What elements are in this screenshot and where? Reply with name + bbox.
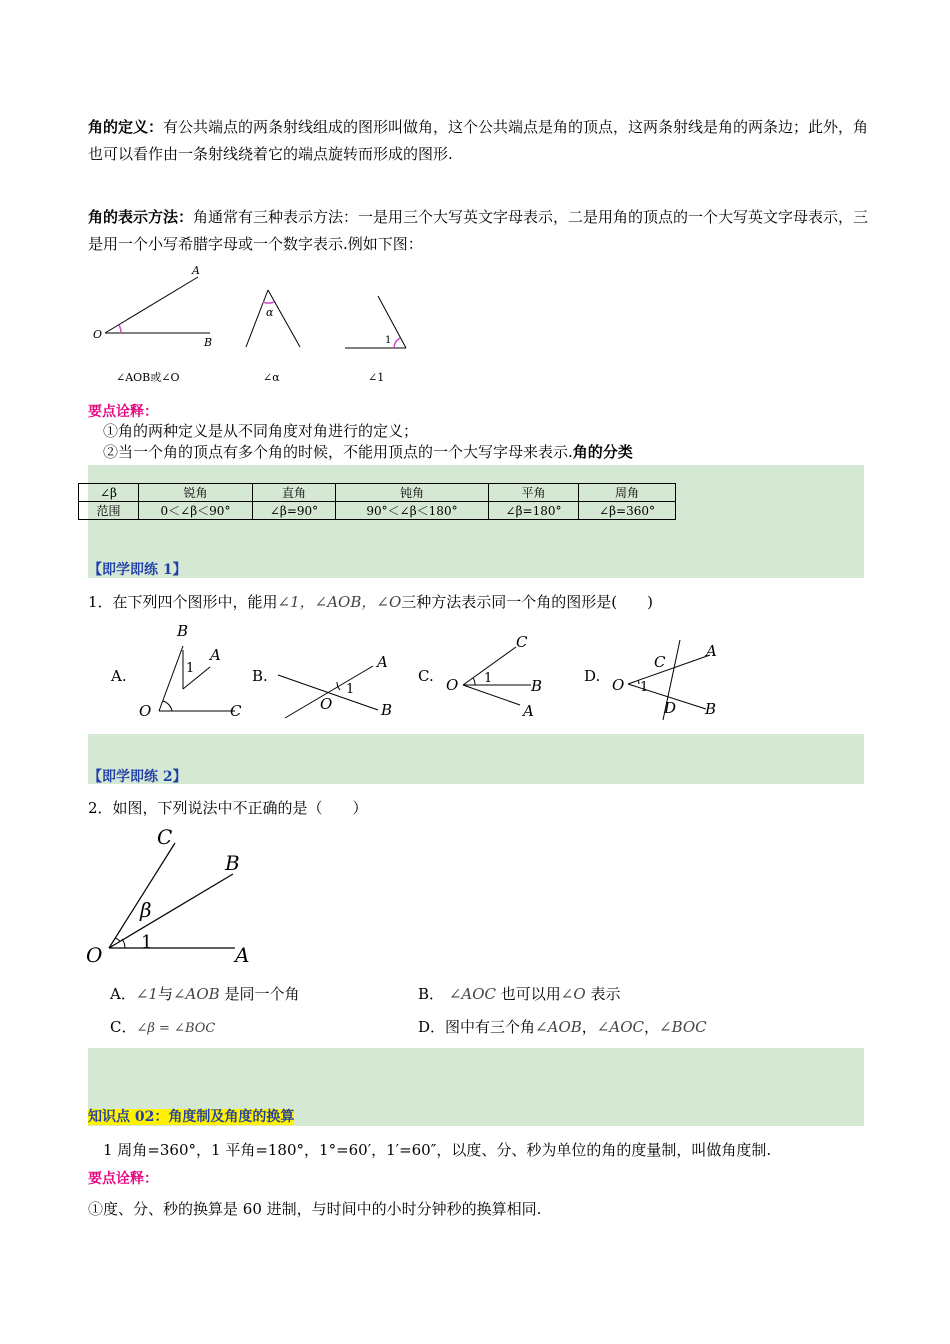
table-cell: 0＜∠β＜90° (139, 502, 253, 520)
angle-representation (88, 204, 878, 258)
ex1d-label-D: D (664, 699, 677, 717)
table-cell: 平角 (489, 484, 579, 502)
notes2-item1: ①度、分、秒的换算是 60 进制，与时间中的小时分钟秒的换算相同. (88, 1200, 542, 1218)
ex2-c-m1: ∠β = ∠BOC (136, 1021, 216, 1036)
notes1-title: 要点诠释： (88, 404, 158, 420)
ex1-option-a-figure[interactable] (130, 620, 250, 725)
representation-text: 角通常有三种表示方法：一是用三个大写英文字母表示，二是用角的顶点的一个大写英文字母表示，三是用一个小写希腊字母或一个数字表示.例如下图： (88, 208, 869, 253)
ex2-b-m2: ∠O (560, 985, 586, 1003)
fig1-label-one: 1 (385, 335, 392, 346)
notes1-item2-text: ②当一个角的顶点有多个角的时候，不能用顶点的一个大写字母来表示. (103, 443, 573, 461)
q1-suffix: 三种方法表示同一个角的图形是( ) (401, 593, 653, 611)
ex2-a-t1: 与 (157, 985, 173, 1003)
green-band-2 (88, 734, 864, 784)
exercise1-question (88, 591, 653, 612)
ex1d-label-O: O (612, 676, 625, 694)
kp2-title-highlight: 知识点 02：角度制及角度的换算 (88, 1109, 295, 1125)
ex1a-label-C: C (230, 702, 242, 720)
fig1-caption-one: ∠1 (368, 371, 385, 384)
definition-text: 有公共端点的两条射线组成的图形叫做角，这个公共端点是角的顶点，这两条射线是角的两条边；此外，角也可以看作由一条射线绕着它的端点旋转而形成的图形. (88, 118, 869, 163)
table-header-row (79, 484, 676, 502)
exercise1-title: 【即学即练 1】 (88, 562, 187, 578)
definition-label: 角的定义： (88, 118, 164, 136)
ex2-label-B: B (225, 851, 240, 875)
ex2-label-beta: β (140, 898, 152, 922)
ex1c-label-A: A (523, 702, 534, 720)
ex1-option-b-label[interactable]: B. (252, 667, 268, 685)
fig1-label-B: B (204, 336, 213, 349)
kp2-text: 1 周角=360°，1 平角=180°，1°=60′，1′=60″，以度、分、秒为单位的角的度量制，叫做角度制. (103, 1141, 772, 1159)
table-cell: ∠β (79, 484, 139, 502)
ex1-option-d-label[interactable]: D. (584, 667, 601, 685)
ex2-d-m3: ∠BOC (659, 1018, 707, 1036)
ex1b-label-B: B (381, 701, 393, 719)
ex2-option-c[interactable] (110, 1016, 215, 1037)
ex2-option-a[interactable] (110, 983, 300, 1004)
ex2-option-d[interactable] (418, 1016, 707, 1037)
ex1-option-a-label[interactable]: A. (111, 667, 127, 685)
ex2-d-m1: ∠AOB (535, 1018, 582, 1036)
ex1a-label-B: B (177, 622, 189, 640)
ex1b-label-one: 1 (346, 682, 355, 697)
ex2-b-label: B． (418, 985, 445, 1003)
ex2-label-O: O (86, 943, 103, 967)
ex1a-label-one: 1 (186, 661, 195, 676)
ex2-label-C: C (157, 825, 173, 849)
ex2-label-A: A (235, 943, 250, 967)
ex2-option-b[interactable] (418, 983, 620, 1004)
exercise2-question: 2．如图，下列说法中不正确的是（ ） (88, 799, 368, 817)
table-row (79, 502, 676, 520)
knowledge-point-2-title (88, 1106, 294, 1126)
ex1c-label-B: B (531, 677, 543, 695)
fig1-label-O: O (93, 328, 103, 341)
notes2-title: 要点诠释： (88, 1171, 158, 1187)
ex2-b-m1: ∠AOC (448, 985, 496, 1003)
table-cell: ∠β=180° (489, 502, 579, 520)
ex1a-label-A: A (210, 646, 221, 664)
ex2-d-t1: 图中有三个角 (445, 1018, 536, 1036)
angle-classification-heading: 角的分类 (572, 443, 633, 461)
ex2-d-sep2: ， (643, 1018, 659, 1036)
table-cell: ∠β=360° (579, 502, 676, 520)
ex1b-label-O: O (320, 695, 333, 713)
ex1-option-c-figure[interactable] (438, 625, 558, 725)
table-cell: 钝角 (336, 484, 489, 502)
ex1d-label-one: 1 (640, 680, 649, 695)
ex1d-label-B: B (705, 700, 717, 718)
table-cell: ∠β=90° (253, 502, 336, 520)
ex1-option-d-figure[interactable] (608, 635, 728, 725)
fig1-caption-aob: ∠AOB或∠O (116, 371, 180, 384)
ex2-a-t2: 是同一个角 (224, 985, 300, 1003)
fig1-label-A: A (192, 264, 200, 277)
q1-prefix: 1．在下列四个图形中，能用 (88, 593, 278, 611)
notes1-item2 (103, 441, 633, 463)
ex1c-label-O: O (446, 676, 459, 694)
ex1a-label-O: O (139, 702, 152, 720)
ex2-d-m2: ∠AOC (596, 1018, 644, 1036)
angle-notation-figure (88, 262, 428, 392)
table-cell: 直角 (253, 484, 336, 502)
ex1-option-c-label[interactable]: C. (418, 667, 434, 685)
ex1d-label-C: C (654, 653, 666, 671)
table-cell: 90°＜∠β＜180° (336, 502, 489, 520)
ex2-a-m2: ∠AOB (172, 985, 220, 1003)
ex2-a-label: A． (110, 985, 136, 1003)
ex1b-label-A: A (377, 653, 388, 671)
ex2-label-one: 1 (141, 932, 153, 953)
exercise2-title: 【即学即练 2】 (88, 769, 187, 785)
ex1d-label-A: A (706, 642, 717, 660)
green-band-1 (88, 465, 864, 578)
ex2-b-t2: 表示 (590, 985, 621, 1003)
angle-definition (88, 114, 878, 168)
fig1-label-alpha: α (266, 306, 274, 319)
ex2-a-m1: ∠1 (135, 985, 158, 1003)
ex2-angle-figure (85, 822, 265, 972)
ex1c-label-C: C (516, 633, 528, 651)
ex2-b-t1: 也可以用 (500, 985, 561, 1003)
angle-classification-table (78, 483, 676, 520)
ex1c-label-one: 1 (484, 671, 493, 686)
table-cell: 锐角 (139, 484, 253, 502)
notes1-item1: ①角的两种定义是从不同角度对角进行的定义； (103, 422, 419, 440)
ex2-d-sep1: ， (581, 1018, 597, 1036)
ex2-d-label: D． (418, 1018, 446, 1036)
representation-label: 角的表示方法： (88, 208, 194, 226)
q1-math: ∠1，∠AOB，∠O (277, 593, 402, 611)
ex2-c-label: C． (110, 1018, 137, 1036)
fig1-caption-alpha: ∠α (263, 371, 280, 384)
ex1-option-b-figure[interactable] (270, 645, 400, 725)
table-cell: 周角 (579, 484, 676, 502)
table-cell: 范围 (79, 502, 139, 520)
